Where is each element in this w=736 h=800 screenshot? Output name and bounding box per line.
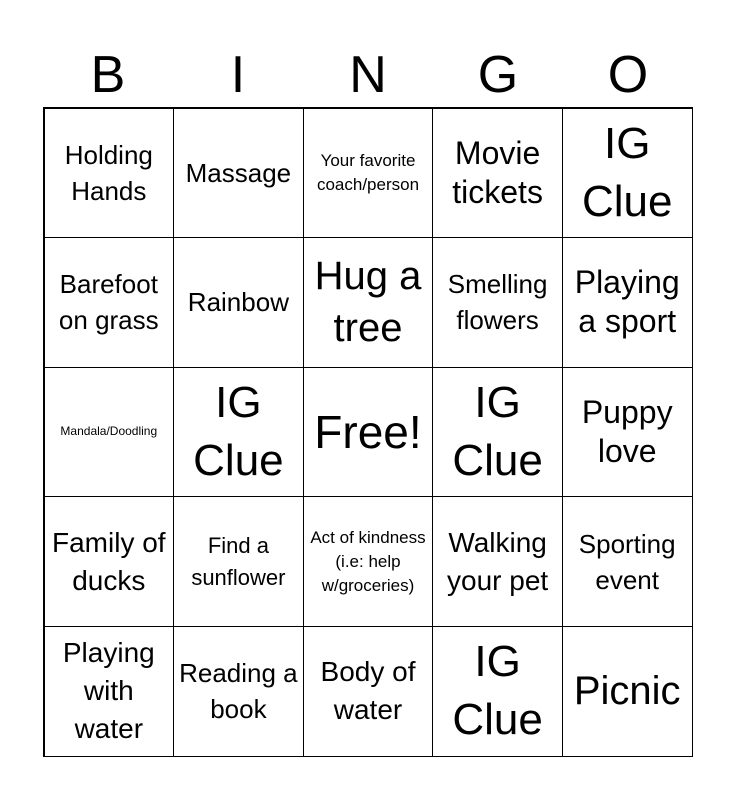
bingo-cell[interactable]: Holding Hands (44, 108, 175, 239)
bingo-card-grid (43, 107, 693, 757)
header-letter-n: N (349, 46, 387, 104)
bingo-cell[interactable]: IG Clue (562, 108, 693, 239)
bingo-cell[interactable]: IG Clue (432, 626, 563, 757)
bingo-cell[interactable]: Hug a tree (303, 237, 434, 368)
bingo-cell[interactable]: Barefoot on grass (44, 237, 175, 368)
bingo-cell[interactable]: Puppy love (562, 367, 693, 498)
bingo-cell[interactable]: Rainbow (173, 237, 304, 368)
bingo-cell[interactable]: Your favorite coach/person (303, 108, 434, 239)
bingo-cell[interactable]: Picnic (562, 626, 693, 757)
bingo-cell[interactable]: Find a sunflower (173, 496, 304, 627)
bingo-cell[interactable]: Playing a sport (562, 237, 693, 368)
free-space[interactable]: Free! (303, 367, 434, 498)
bingo-cell[interactable]: Sporting event (562, 496, 693, 627)
bingo-cell[interactable]: Walking your pet (432, 496, 563, 627)
header-letter-i: I (230, 46, 246, 104)
bingo-cell[interactable]: Movie tickets (432, 108, 563, 239)
bingo-cell[interactable]: Mandala/Doodling (44, 367, 175, 498)
header-letter-b: B (90, 46, 126, 104)
bingo-cell[interactable]: IG Clue (432, 367, 563, 498)
bingo-cell[interactable]: Body of water (303, 626, 434, 757)
bingo-header (43, 42, 693, 108)
bingo-cell[interactable]: Reading a book (173, 626, 304, 757)
bingo-cell[interactable]: Playing with water (44, 626, 175, 757)
bingo-cell[interactable]: IG Clue (173, 367, 304, 498)
header-letter-g: G (477, 46, 519, 104)
bingo-cell[interactable]: Massage (173, 108, 304, 239)
bingo-cell[interactable]: Act of kindness (i.e: help w/groceries) (303, 496, 434, 627)
header-letter-o: O (607, 46, 649, 104)
bingo-cell[interactable]: Smelling flowers (432, 237, 563, 368)
bingo-cell[interactable]: Family of ducks (44, 496, 175, 627)
